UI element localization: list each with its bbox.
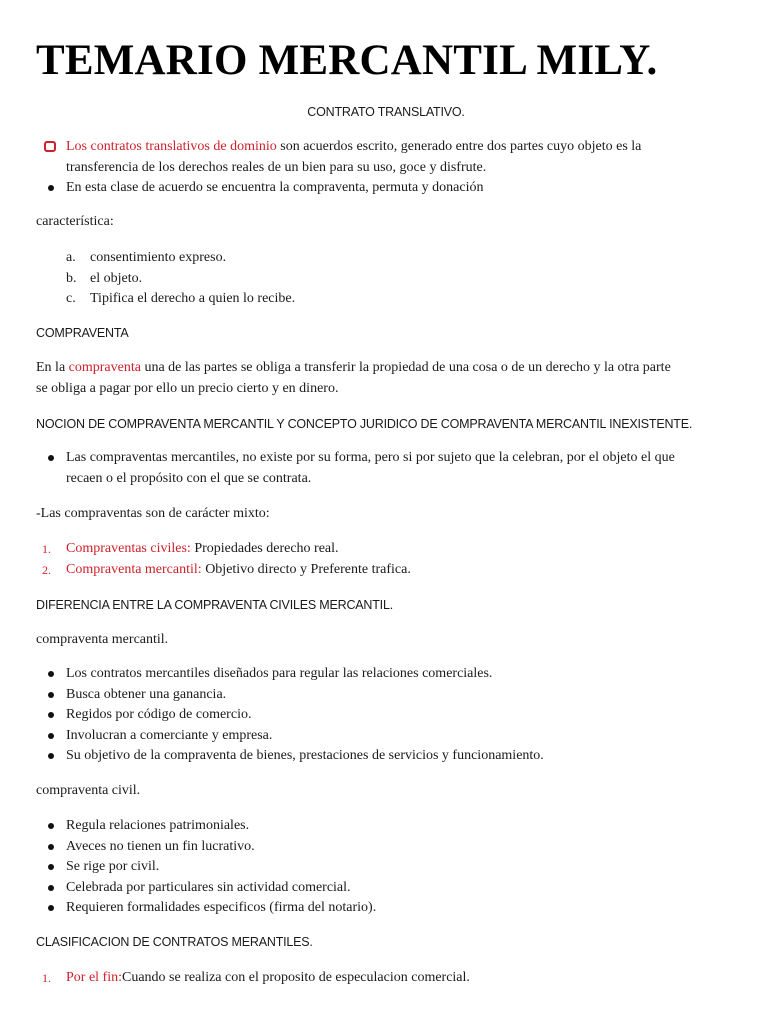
list-item-text: Las compraventas mercantiles, no existe por su forma, pero si por sujeto que la celebran, por el objeto el que xyxy=(66,450,675,465)
list-item-text: Aveces no tienen un fin lucrativo. xyxy=(66,838,255,854)
section-heading-contrato-translativo: CONTRATO TRANSLATIVO. xyxy=(307,105,465,119)
bullet-icon xyxy=(48,185,54,191)
paragraph-text: se obliga a pagar por ello un precio cierto y en dinero. xyxy=(36,380,339,396)
mixto-list xyxy=(36,539,736,580)
list-item-text: Requieren formalidades especificos (firma del notario). xyxy=(66,900,377,915)
list-item-text: Objetivo directo y Preferente trafica. xyxy=(201,561,411,577)
section-heading-diferencia: DIFERENCIA ENTRE LA COMPRAVENTA CIVILES MERCANTIL. xyxy=(36,598,393,612)
mercantil-label: compraventa mercantil. xyxy=(36,632,169,647)
highlighted-term: compraventa xyxy=(68,360,141,375)
list-item-text: Tipifica el derecho a quien lo recibe. xyxy=(90,291,296,306)
list-item-text: Regidos por código de comercio. xyxy=(66,707,252,722)
bullet-icon xyxy=(48,712,54,718)
list-item-text: Cuando se realiza con el proposito de especulacion comercial. xyxy=(122,970,470,985)
bullet-icon xyxy=(48,864,54,870)
highlighted-term: Compraventa mercantil: xyxy=(66,561,202,577)
bullet-icon xyxy=(48,885,54,891)
section-heading-compraventa: COMPRAVENTA xyxy=(36,326,129,340)
compraventa-paragraph xyxy=(36,358,736,399)
bullet-icon xyxy=(48,671,54,677)
list-item-text: el objeto. xyxy=(90,270,143,286)
checkbox-paragraph xyxy=(36,137,736,199)
list-marker: 2. xyxy=(42,562,51,577)
list-item-text: Celebrada por particulares sin actividad comercial. xyxy=(66,879,351,895)
list-item xyxy=(36,726,736,747)
section-heading-nocion: NOCION DE COMPRAVENTA MERCANTIL Y CONCEPTO JURIDICO DE COMPRAVENTA MERCANTIL INEXISTENTE. xyxy=(36,417,693,431)
bullet-icon xyxy=(48,905,54,911)
civil-list xyxy=(36,816,736,919)
list-item-text: Busca obtener una ganancia. xyxy=(66,686,227,702)
list-item xyxy=(36,898,736,919)
list-item-text: Su objetivo de la compraventa de bienes, prestaciones de servicios y funcionamiento. xyxy=(66,748,544,763)
list-item-text: recaen o el propósito con el que se contrata. xyxy=(66,470,312,486)
caracteristica-list xyxy=(36,248,736,310)
paragraph-text: transferencia de los derechos reales de un bien para su uso, goce y disfrute. xyxy=(66,159,487,175)
list-item xyxy=(36,816,736,837)
list-marker: b. xyxy=(66,270,77,286)
highlighted-term: Los contratos translativos de dominio xyxy=(66,139,277,154)
bullet-icon xyxy=(48,733,54,739)
list-item xyxy=(36,705,736,726)
list-marker: 1. xyxy=(42,971,51,985)
list-item xyxy=(36,248,736,269)
paragraph-text: En la xyxy=(36,360,69,375)
list-marker: a. xyxy=(66,250,76,265)
clasificacion-list xyxy=(36,968,736,989)
list-item-text: Regula relaciones patrimoniales. xyxy=(66,818,250,833)
list-item xyxy=(36,857,736,878)
list-item-text: Involucran a comerciante y empresa. xyxy=(66,727,273,743)
civil-label: compraventa civil. xyxy=(36,783,141,798)
list-marker: 1. xyxy=(42,542,51,556)
list-item xyxy=(36,685,736,706)
checkbox-icon[interactable] xyxy=(44,141,56,152)
list-item-text: consentimiento expreso. xyxy=(90,250,227,265)
list-item xyxy=(36,269,736,290)
list-item xyxy=(36,664,736,685)
list-item xyxy=(36,289,736,310)
list-item xyxy=(36,448,736,489)
list-item xyxy=(36,878,736,899)
bullet-icon xyxy=(48,844,54,850)
list-item xyxy=(36,968,736,989)
list-item xyxy=(36,837,736,858)
bullet-icon xyxy=(48,753,54,759)
list-item-text: Se rige por civil. xyxy=(66,859,160,874)
bullet-icon xyxy=(48,823,54,829)
list-item-text: En esta clase de acuerdo se encuentra la compraventa, permuta y donación xyxy=(66,180,484,195)
bullet-icon xyxy=(48,692,54,698)
list-marker: c. xyxy=(66,291,76,306)
list-item xyxy=(36,560,736,581)
bullet-icon xyxy=(48,455,54,461)
checkbox-list-item xyxy=(36,137,736,178)
list-item xyxy=(36,178,736,199)
highlighted-term: Por el fin: xyxy=(66,970,122,985)
section-heading-clasificacion: CLASIFICACION DE CONTRATOS MERANTILES. xyxy=(36,935,313,949)
paragraph-text: una de las partes se obliga a transferir la propiedad de una cosa o de un derecho y la otra parte xyxy=(140,360,671,375)
nocion-list xyxy=(36,448,736,489)
mercantil-list xyxy=(36,664,736,767)
paragraph-text: son acuerdos escrito, generado entre dos partes cuyo objeto es la xyxy=(276,139,642,154)
list-item-text: Propiedades derecho real. xyxy=(190,541,339,556)
list-item-text: Los contratos mercantiles diseñados para regular las relaciones comerciales. xyxy=(66,666,493,681)
list-item xyxy=(36,539,736,560)
document-title: TEMARIO MERCANTIL MILY. xyxy=(36,37,658,84)
mixto-label: -Las compraventas son de carácter mixto: xyxy=(36,506,270,521)
highlighted-term: Compraventas civiles: xyxy=(66,541,191,556)
list-item xyxy=(36,746,736,767)
caracteristica-label: característica: xyxy=(36,214,114,229)
